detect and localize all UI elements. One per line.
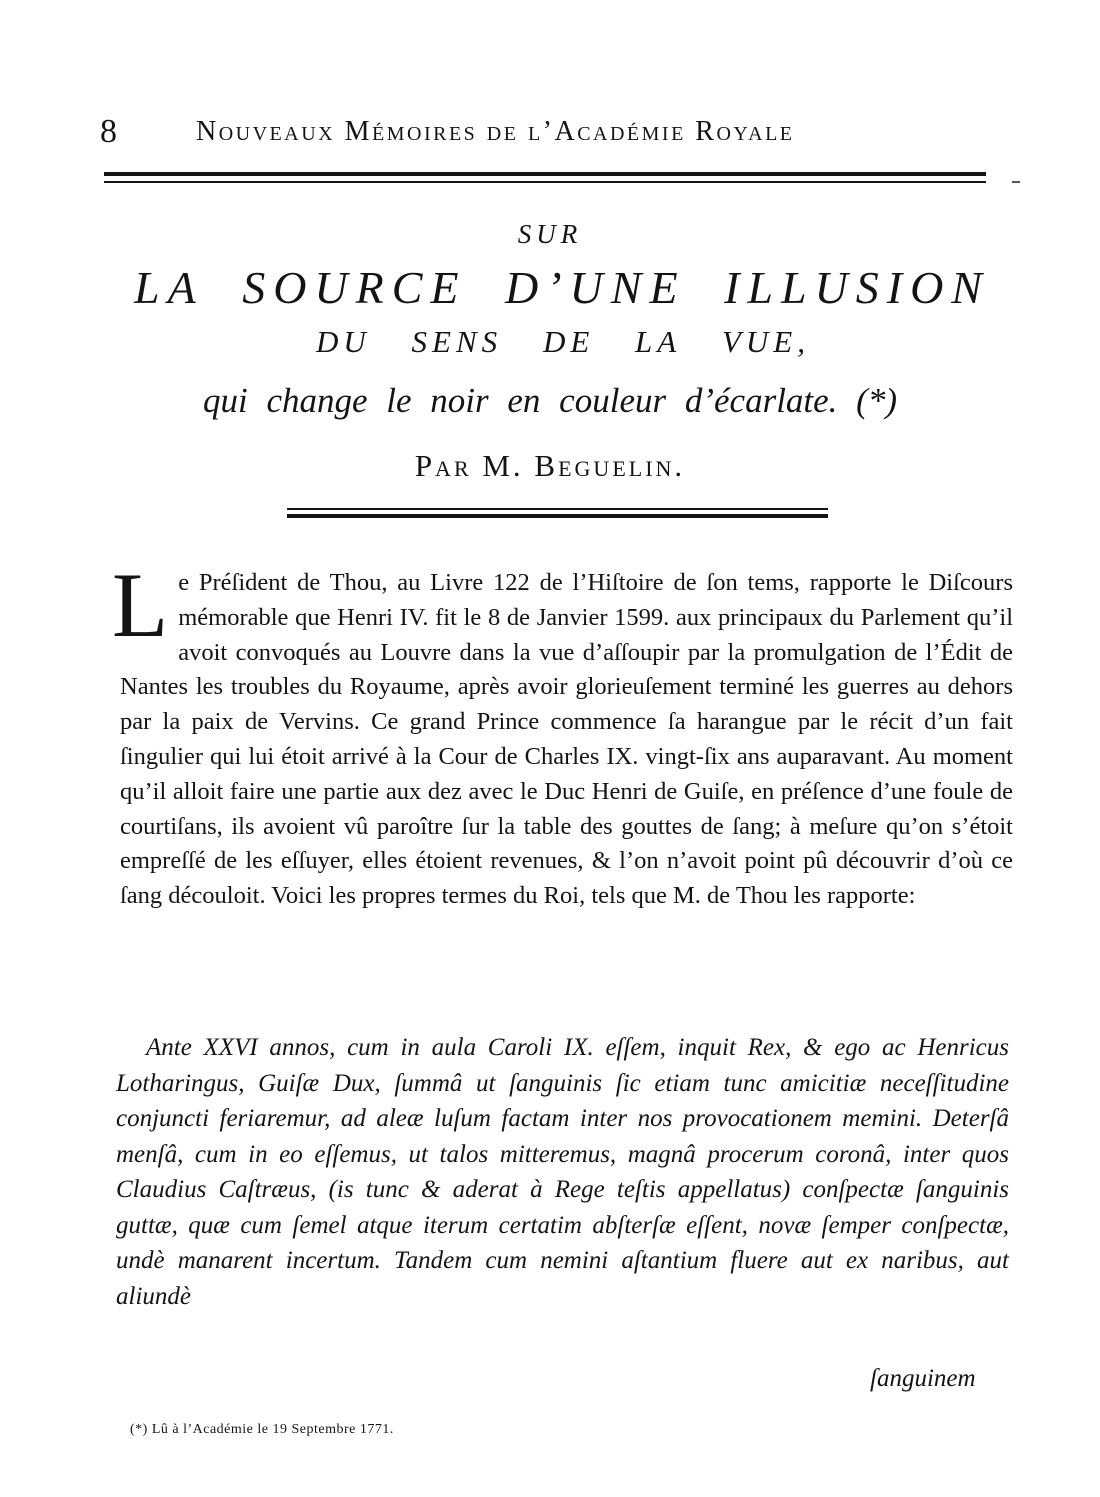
author-line: Par M. Beguelin. [414,448,686,483]
title-sub-word: DU [316,324,371,359]
header-rule-mark [1012,181,1020,183]
title-main-word: ILLUSION [724,262,990,313]
title-description: qui change le noir en couleur d’écarlate. (*) [203,381,897,420]
journal-title: Nouveaux Mémoires de l’Académie Royale [196,116,795,147]
page-number: 8 [100,113,117,150]
title-main-word: D’UNE [505,262,686,313]
title-rule-thin [287,508,828,510]
body-paragraph [112,554,1013,914]
title-main-word: LA [134,262,204,313]
paragraph-text: e Préſident de Thou, au Livre 122 de l’Hiſtoire de ſon tems, rapporte le Diſcours mémorable que Henri IV. fit le 8 de Janvier 1599. aux principaux du Parlement qu’il avoit convoqués au Louvre dans la vue d’aſſoupir par la promulgation de l’Édit de Nantes les troubles du Royaume, après avoir glorieuſement terminé les guerres au dehors par la paix de Vervins. Ce grand Prince commence ſa harangue par le récit d’un fait ſingulier qui lui étoit arrivé à la Cour de Charles IX. vingt-ſix ans auparavant. Au moment qu’il alloit faire une partie aux dez avec le Duc Henri de Guiſe, en préſence d’une foule de courtiſans, ils avoient vû paroître ſur la table des gouttes de ſang; à meſure qu’on s’étoit empreſſé de les eſſuyer, elles étoient revenues, & l’on n’avoit point pû découvrir d’où ce ſang découloit. Voici les propres termes du Roi, tels que M. de Thou les rapporte: [120,569,1013,910]
title-sub-word: DE [542,324,595,359]
header-rule-thin [104,181,986,183]
title-sub-word: VUE, [721,324,810,359]
title-sub-word: SENS [411,324,503,359]
title-rule-thick [287,514,828,518]
footnote: (*) Lû à l’Académie le 19 Septembre 1771. [130,1422,394,1437]
title-main-word: SOURCE [242,262,467,313]
title-main [134,258,990,318]
header-rule-thick [104,172,986,176]
drop-cap: L [112,554,169,656]
quotation-text: Ante XXVI annos, cum in aula Caroli IX. eſſem, inquit Rex, & ego ac Henricus Lotharingus, Guiſæ Dux, ſummâ ut ſanguinis ſic etiam tunc amicitiæ neceſſitudine conjuncti feriaremur, ad aleæ luſum factam inter nos provocationem memini. Deterſâ menſâ, cum in eo eſſemus, ut talos mitteremus, magnâ procerum coronâ, inter quos Claudius Caſtræus, (is tunc & aderat à Rege teſtis appellatus) conſpectæ ſanguinis guttæ, quæ cum ſemel atque iterum certatim abſterſæ eſſent, novæ ſemper conſpectæ, undè manarent incertum. Tandem cum nemini aſtantium fluere aut ex naribus, aut aliundè [116,1034,1009,1310]
running-head [100,112,940,152]
title-subtitle [316,320,810,364]
title-sub-word: LA [635,324,682,359]
latin-quotation [116,1030,1009,1314]
title-sur: SUR [517,219,583,249]
catchword: ſanguinem [870,1365,976,1392]
